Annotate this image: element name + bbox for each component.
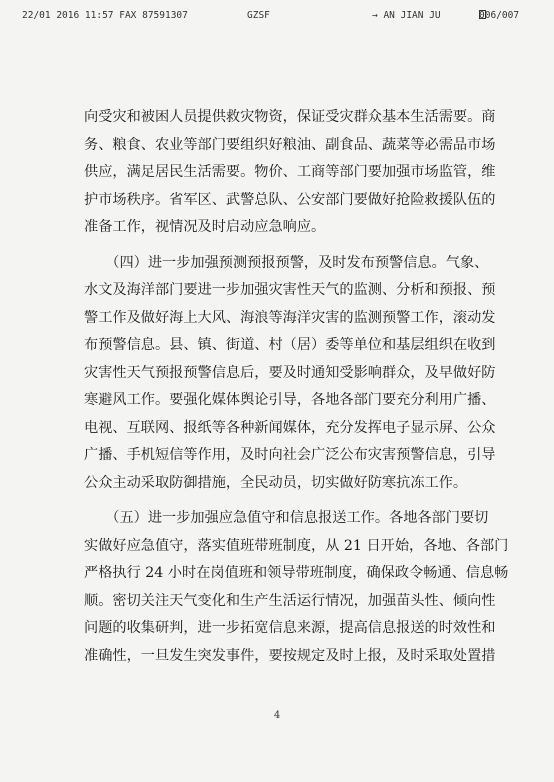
text-line: 水文及海洋部门要进一步加强灾害性天气的监测、分析和预报、预 (84, 282, 496, 298)
paragraph-gap (84, 497, 484, 505)
text-line: 供应，满足居民生活需要。物价、工商等部门要加强市场监管，维 (84, 164, 496, 180)
text-line: 顺。密切关注天气变化和生产生活运行情况，加强苗头性、倾向性 (84, 592, 496, 609)
text-line: 寒避风工作。要强化媒体舆论引导，各地各部门要充分利用广播、 (84, 392, 496, 408)
paragraph-gap (84, 242, 484, 250)
fax-destination: → AN JIAN JU (372, 10, 441, 21)
fax-page-count: 006/007 (479, 10, 520, 21)
fax-datetime: 22/01 2016 11:57 FAX 87591307 (22, 10, 188, 21)
text-line: 电视、互联网、报纸等各种新闻媒体，充分发挥电子显示屏、公众 (84, 419, 496, 436)
text-line: 务、粮食、农业等部门要组织好粮油、副食品、蔬菜等必需品市场 (84, 136, 496, 153)
fax-station-id: GZSF (247, 10, 270, 21)
text-line: 准备工作，视情况及时启动应急响应。 (84, 219, 326, 235)
text-line: 警工作及做好海上大风、海浪等海洋灾害的监测预警工作，滚动发 (84, 309, 496, 326)
fax-header (0, 10, 554, 26)
text-line: 护市场秩序。省军区、武警总队、公安部门要做好抢险救援队伍的 (84, 191, 496, 208)
text-line: 广播、手机短信等作用，及时向社会广泛公布灾害预警信息，引导 (84, 447, 496, 463)
text-line: 严格执行 24 小时在岗值班和领导带班制度，确保政令畅通、信息畅 (84, 565, 509, 581)
text-line: 布预警信息。县、镇、街道、村（居）委等单位和基层组织在收到 (84, 337, 496, 353)
text-line: 公众主动采取防御措施，全民动员，切实做好防寒抗冻工作。 (84, 474, 468, 491)
text-line: 向受灾和被困人员提供救灾物资，保证受灾群众基本生活需要。商 (84, 109, 496, 125)
page-number: 4 (273, 710, 281, 721)
text-line: 准确性，一旦发生突发事件，要按规定及时上报，及时采取处置措 (84, 647, 496, 664)
document-body (84, 104, 509, 670)
text-line: 实做好应急值守，落实值班带班制度，从 21 日开始，各地、各部门 (84, 537, 509, 554)
text-line: 问题的收集研判，进一步拓宽信息来源，提高信息报送的时效性和 (84, 620, 496, 636)
text-line: （五）进一步加强应急值守和信息报送工作。各地各部门要切 (84, 510, 489, 526)
text-line: （四）进一步加强预测预报预警，及时发布预警信息。气象、 (84, 254, 489, 271)
text-line: 灾害性天气预报预警信息后，要及时通知受影响群众，及早做好防 (84, 364, 496, 381)
